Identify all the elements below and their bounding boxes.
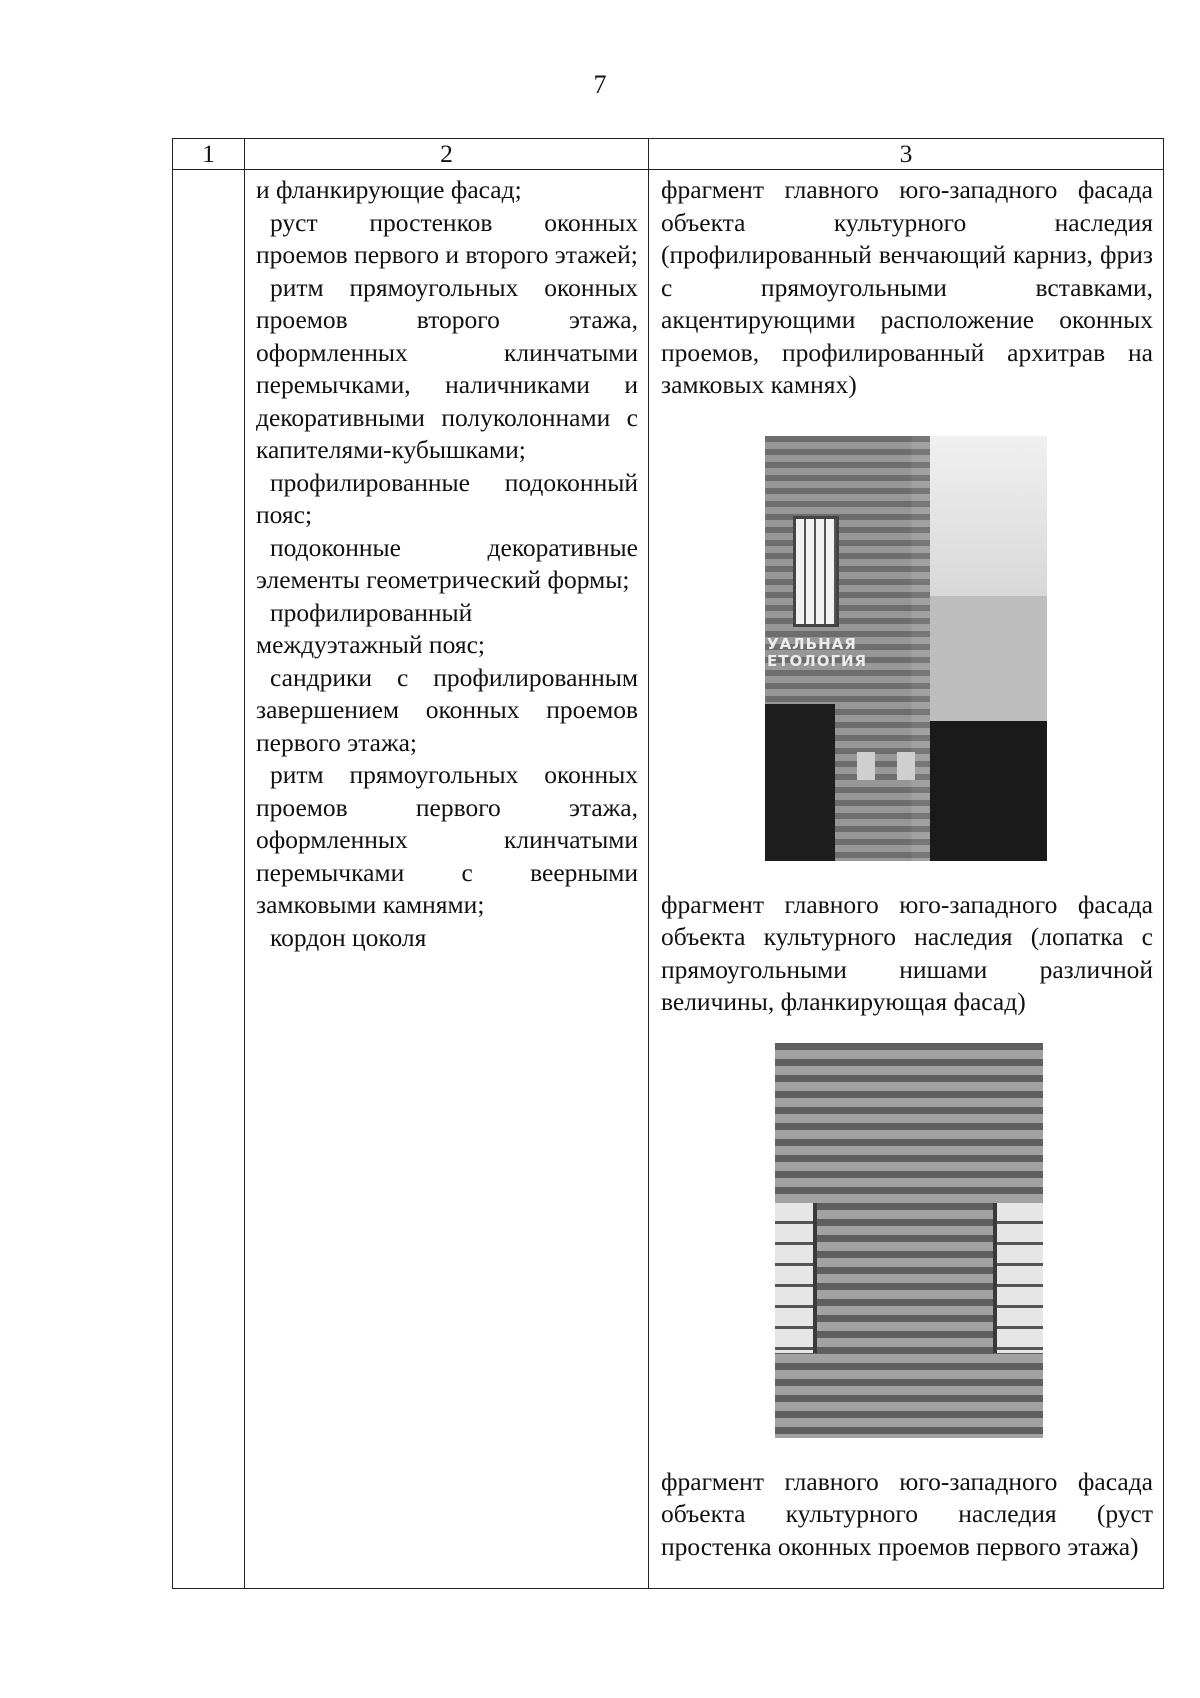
list-item: подоконные декоративные элементы геометрический формы;: [256, 532, 638, 594]
list-item: и фланкирующие фасад;: [256, 175, 522, 204]
list-item: профилированные подоконный пояс;: [256, 467, 638, 529]
table-header-row: [173, 139, 1164, 170]
list-item: сандрики с профилированным завершением оконных проемов первого этажа;: [256, 662, 638, 757]
photo-caption-1: фрагмент главного юго-западного фасада объекта культурного наследия (профилированный венчающий карниз, фриз с прямоугольными вставками, акцентирующими расположение оконных проемов, профилированный архитрав на замковых камнях): [661, 175, 1153, 399]
table-row: [173, 170, 1164, 1589]
photo-caption-3: фрагмент главного юго-западного фасада объекта культурного наследия (руст простенка оконных проемов первого этажа): [661, 1466, 1153, 1561]
col-1-cell: [173, 170, 245, 1589]
list-item: кордон цоколя: [270, 922, 427, 952]
col-3-cell: [649, 170, 1164, 1589]
col-2-cell: [245, 170, 649, 1589]
photo-caption-2: фрагмент главного юго-западного фасада объекта культурного наследия (лопатка с прямоугольными нишами различной величины, фланкирующая фасад): [661, 889, 1153, 1016]
header-col-3: 3: [649, 139, 1164, 170]
facade-photo-2: [775, 1043, 1043, 1438]
photo-sign: УАЛЬНАЯ ЕТОЛОГИЯ: [767, 634, 868, 670]
header-col-1: 1: [173, 139, 245, 170]
heritage-table: [172, 138, 1164, 1589]
protected-elements-list: [245, 170, 648, 954]
list-item: ритм прямоугольных оконных проемов второго этажа, оформленных клинчатыми перемычками, наличниками и декоративными полуколоннами с капителями-кубышками;: [256, 272, 638, 464]
page-number: 7: [593, 70, 607, 99]
list-item: профилированный междуэтажный пояс;: [256, 597, 485, 659]
header-col-2: 2: [245, 139, 649, 170]
list-item: руст простенков оконных проемов первого и второго этажей;: [256, 207, 638, 269]
facade-photo-1: [765, 436, 1047, 861]
list-item: ритм прямоугольных оконных проемов первого этажа, оформленных клинчатыми перемычками с веерными замковыми камнями;: [256, 760, 638, 919]
